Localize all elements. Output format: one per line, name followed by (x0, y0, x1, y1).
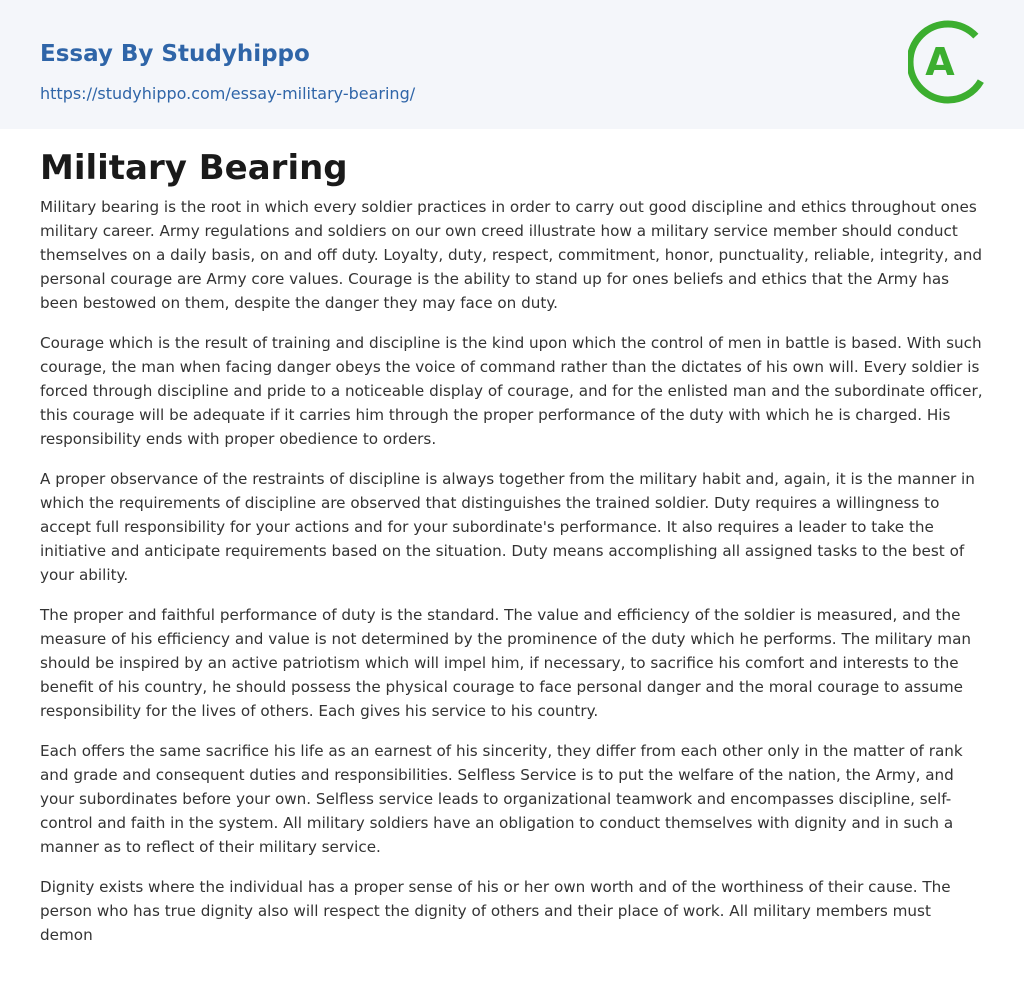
essay-title: Military Bearing (40, 148, 348, 188)
essay-content (40, 145, 986, 963)
logo-letter: A (925, 40, 955, 84)
essay-paragraph: Courage which is the result of training and discipline is the kind upon which the control of men in battle is based. With such courage, the man when facing danger obeys the voice of command rather than the dictates of his own will. Every soldier is forced through discipline and pride to a noticeable display of courage, and for the enlisted man and the subordinate officer, this courage will be adequate if it carries him through the proper performance of the duty with which he is charged. His responsibility ends with proper obedience to orders. (40, 334, 983, 448)
essay-paragraph: The proper and faithful performance of duty is the standard. The value and efficiency of the soldier is measured, and the measure of his efficiency and value is not determined by the prominence of the duty which he performs. The military man should be inspired by an active patriotism which will impel him, if necessary, to sacrifice his comfort and interests to the benefit of his country, he should possess the physical courage to face personal danger and the moral courage to assume responsibility for the lives of others. Each gives his service to his country. (40, 606, 972, 720)
brand-title[interactable]: Essay By Studyhippo (40, 41, 310, 67)
studyhippo-logo-icon[interactable] (908, 18, 988, 106)
essay-paragraph: A proper observance of the restraints of discipline is always together from the military habit and, again, it is the manner in which the requirements of discipline are observed that distinguishes the trained soldier. Duty requires a willingness to accept full responsibility for your actions and for your subordinate's performance. It also requires a leader to take the initiative and anticipate requirements based on the situation. Duty means accomplishing all assigned tasks to the best of your ability. (40, 470, 975, 584)
essay-paragraph: Each offers the same sacrifice his life as an earnest of his sincerity, they differ from each other only in the matter of rank and grade and consequent duties and responsibilities. Selfless Service is to put the welfare of the nation, the Army, and your subordinates before your own. Selfless service leads to organizational teamwork and encompasses discipline, self-control and faith in the system. All military soldiers have an obligation to conduct themselves with dignity and in such a manner as to reflect of their military service. (40, 742, 963, 856)
site-header (0, 0, 1024, 129)
essay-url-link[interactable]: https://studyhippo.com/essay-military-bearing/ (40, 84, 416, 103)
essay-paragraph: Dignity exists where the individual has a proper sense of his or her own worth and of the worthiness of their cause. The person who has true dignity also will respect the dignity of others and their place of work. All military members must demon (40, 878, 951, 944)
essay-paragraph: Military bearing is the root in which every soldier practices in order to carry out good discipline and ethics throughout ones military career. Army regulations and soldiers on our own creed illustrate how a military service member should conduct themselves on a daily basis, on and off duty. Loyalty, duty, respect, commitment, honor, punctuality, reliable, integrity, and personal courage are Army core values. Courage is the ability to stand up for ones beliefs and ethics that the Army has been bestowed on them, despite the danger they may face on duty. (40, 198, 982, 312)
